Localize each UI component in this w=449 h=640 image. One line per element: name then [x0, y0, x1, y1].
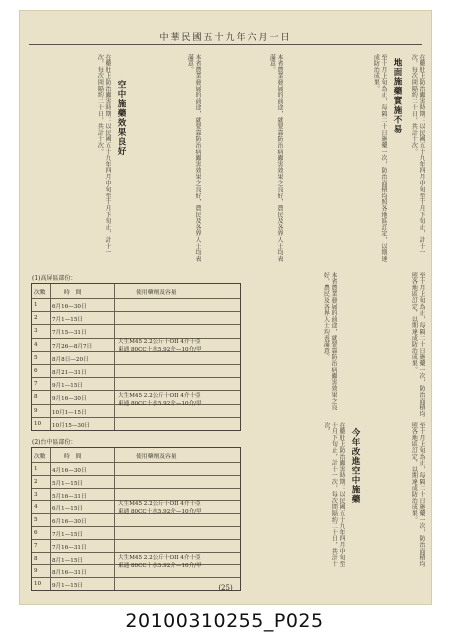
row-count: 2 — [34, 478, 38, 485]
schedule-table-2 — [31, 439, 241, 591]
row-period: 9月1—15日 — [52, 583, 84, 590]
row-period: 8月8日—20日 — [52, 356, 89, 363]
document-page — [19, 10, 432, 605]
article-title: 地面施藥實施不易 — [392, 58, 402, 134]
article-text: 在雞肚上防治蟲害時期：以民國五十九年四月中旬至十月下旬止，計十一次，每次間隔約二十日，共計十次。 — [96, 54, 111, 256]
usage-line: 東通 80CC十水5.92介—10介/甲 — [118, 509, 202, 515]
table-row — [32, 311, 240, 325]
row-period: 7月15—31日 — [52, 330, 87, 337]
table-row — [32, 298, 240, 312]
row-period: 6月1—15日 — [52, 506, 84, 513]
article-text: 在雞肚上防治蟲害時期：以民國五十九年四月中旬至十月下旬止，計十一次，每次間隔約二十日，共計十次。 — [410, 54, 425, 256]
page-number: (25) — [218, 584, 233, 592]
article-text: 在雞肚上防治蟲害時期：以民國五十九年四月中旬至十月下旬止，計十一次，每次間隔約二十日，共計十次。 — [322, 422, 345, 567]
usage-line: 大生M45 2.2公斤十OII 4介十亞 — [118, 501, 201, 507]
row-period: 7月16—31日 — [52, 544, 87, 551]
row-period: 6月16—30日 — [52, 519, 87, 526]
column-header-count: 次數 — [34, 290, 46, 296]
row-period: 4月16—30日 — [52, 468, 87, 474]
table-row — [32, 417, 240, 431]
row-count: 7 — [34, 542, 38, 549]
usage-line: 大生M45 2.2公斤十OII 4介十亞 — [118, 393, 201, 399]
row-period: 6月16—30日 — [52, 304, 87, 310]
article-title: 空中施藥效果良好 — [116, 80, 126, 156]
row-count: 4 — [34, 341, 38, 348]
row-count: 6 — [34, 530, 38, 536]
usage-line: 東通 80CC十水5.92介—10介/甲 — [118, 401, 202, 407]
usage-line: 大生M45 2.2公斤十OII 4介十亞 — [118, 555, 201, 561]
row-count: 7 — [34, 381, 38, 388]
row-count: 3 — [34, 491, 38, 498]
row-period: 8月16—31日 — [52, 570, 87, 577]
row-period: 10月1—15日 — [52, 409, 87, 416]
table-caption: (2)台中區部份： — [32, 439, 77, 446]
column-header-usage: 使用藥劑及容量 — [136, 454, 177, 460]
page-header: 中華民國五十九年六月一日 — [159, 33, 292, 43]
row-count: 1 — [34, 466, 38, 472]
row-period: 10月15—30日 — [52, 422, 91, 429]
table-row — [32, 462, 240, 476]
usage-line: 大生M45 2.2公斤十OII 4介十亞 — [118, 339, 201, 345]
article-text: 至十月上旬為止，每隔二十日施藥一次，防治面積均照各地區訂定，以期達成防治成果。 — [410, 272, 425, 417]
table-row — [32, 475, 240, 489]
header-rule — [29, 44, 422, 45]
article-text: 本省農業發展的前途，就要靠防治病蟲害效果之良好，農民及各界人士均表滿意。 — [186, 54, 201, 262]
row-period: 7月1—15日 — [52, 317, 84, 324]
table-caption: (1)高屏區部份： — [32, 275, 77, 282]
article-text: 至十月上旬為止，每隔二十日施藥一次，防治面積均照各地區訂定，以期達成防治成果。 — [410, 422, 425, 567]
row-period: 8月21—31日 — [52, 370, 87, 376]
row-period: 9月1—15日 — [52, 383, 84, 390]
row-count: 4 — [34, 504, 38, 511]
row-count: 1 — [34, 302, 38, 308]
row-period: 7月26—8月7日 — [52, 343, 93, 350]
row-count: 10 — [34, 420, 42, 427]
row-count: 2 — [34, 315, 38, 322]
article-text: 本省農業發展的前途，就要靠防治病蟲害效果之良好，農民及各界人士均表滿意。 — [322, 272, 337, 411]
table-row — [32, 377, 240, 391]
row-count: 10 — [34, 581, 42, 588]
table-row — [32, 364, 240, 378]
row-period: 7月1—15日 — [52, 532, 84, 538]
article-text: 至十月上旬為止，每隔二十日施藥一次，防治面積均照各地區訂定，以期達成防治成果。 — [372, 54, 387, 262]
row-count: 5 — [34, 517, 38, 524]
row-period: 5月1—15日 — [52, 480, 84, 487]
column-header-period: 時 間 — [64, 454, 82, 460]
schedule-table-1 — [31, 275, 241, 431]
row-count: 6 — [34, 368, 38, 374]
row-period: 5月16—31日 — [52, 493, 87, 500]
article-title: 今年改進空中施藥 — [350, 428, 360, 504]
column-header-count: 次數 — [34, 454, 46, 460]
table-row — [32, 526, 240, 540]
row-period: 8月1—15日 — [52, 557, 84, 564]
usage-line: 東通 80CC十水5.92介—10介/甲 — [118, 347, 202, 353]
row-count: 3 — [34, 328, 38, 335]
table-row — [32, 539, 240, 553]
row-period: 9月16—30日 — [52, 396, 87, 403]
row-count: 8 — [34, 555, 38, 562]
archive-caption: 20100310255_P025 — [125, 610, 324, 632]
row-count: 5 — [34, 354, 38, 361]
row-count: 9 — [34, 407, 38, 414]
usage-line: 東通 80CC十水5.92介—10介/甲 — [118, 563, 202, 569]
article-text: 本省農業發展的前途，就要靠防治病蟲害效果之良好，農民及各界人士均表滿意。 — [268, 54, 283, 262]
column-header-period: 時 間 — [64, 290, 82, 296]
row-count: 8 — [34, 394, 38, 401]
table-row — [32, 488, 240, 502]
table-row — [32, 324, 240, 338]
column-header-usage: 使用藥劑及容量 — [136, 290, 177, 296]
row-count: 9 — [34, 568, 38, 575]
